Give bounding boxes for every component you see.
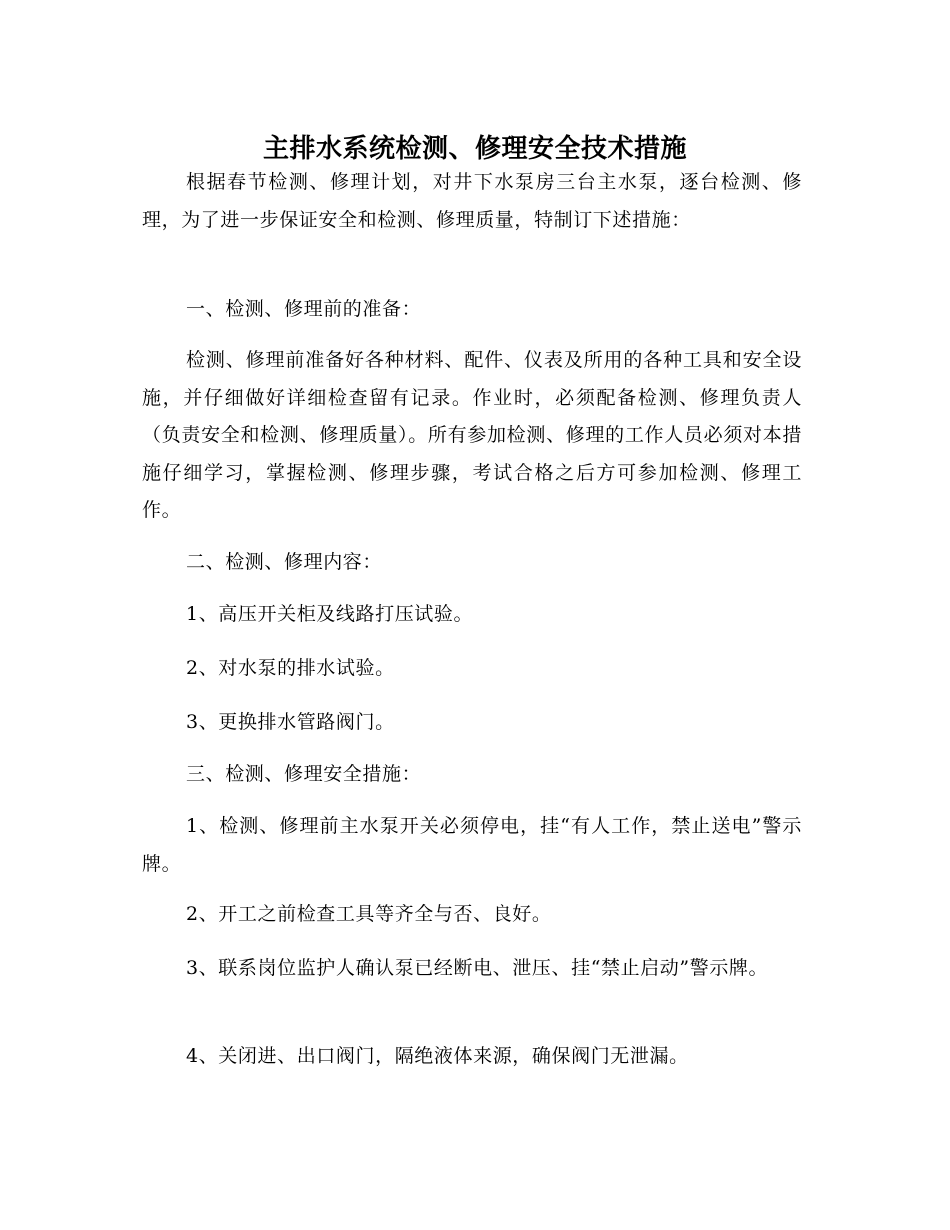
list-item-safety-1: 1、检测、修理前主水泵开关必须停电，挂“有人工作，禁止送电”警示牌。 [142, 815, 802, 875]
list-item-safety-4: 4、关闭进、出口阀门，隔绝液体来源，确保阀门无泄漏。 [186, 1045, 689, 1067]
paragraph-intro: 根据春节检测、修理计划，对井下水泵房三台主水泵，逐台检测、修理，为了进一步保证安全和检测、修理质量，特制订下述措施： [142, 171, 802, 231]
list-item-content-1: 1、高压开关柜及线路打压试验。 [186, 603, 474, 625]
list-item-content-3: 3、更换排水管路阀门。 [186, 711, 395, 733]
document-title: 主排水系统检测、修理安全技术措施 [262, 134, 687, 165]
list-item-safety-2: 2、开工之前检查工具等齐全与否、良好。 [186, 903, 552, 925]
paragraph-preparation: 检测、修理前准备好各种材料、配件、仪表及所用的各种工具和安全设施，并仔细做好详细检查留有记录。作业时，必须配备检测、修理负责人（负责安全和检测、修理质量）。所有参加检测、修理的工作人员必须对本措施仔细学习，掌握检测、修理步骤，考试合格之后方可参加检测、修理工作。 [142, 349, 802, 521]
section-heading-preparation: 一、检测、修理前的准备： [186, 298, 422, 320]
list-item-content-2: 2、对水泵的排水试验。 [186, 657, 395, 679]
section-heading-content: 二、检测、修理内容： [186, 551, 383, 573]
section-heading-safety: 三、检测、修理安全措施： [186, 763, 422, 785]
list-item-safety-3: 3、联系岗位监护人确认泵已经断电、泄压、挂“禁止启动”警示牌。 [186, 957, 769, 979]
